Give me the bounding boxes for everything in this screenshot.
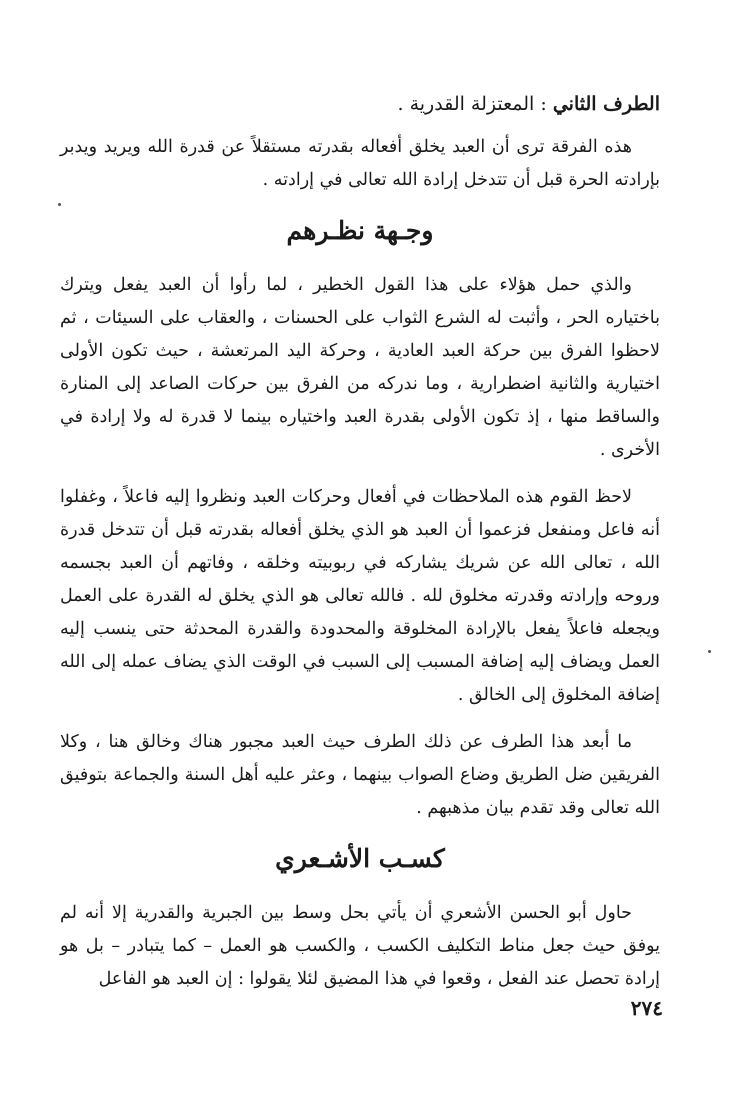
page-body: [60, 70, 660, 1010]
scan-speck: [58, 203, 61, 206]
paragraph-3: لاحظ القوم هذه الملاحظات في أفعال وحركات العبد ونظروا إليه فاعلاً ، وغفلوا أنه فاعل ومنفعل فزعموا أن العبد هو الذي يخلق أفعاله بقدرته قبل أن تتدخل قدرة الله ، تعالى الله عن شريك يشاركه في ربوبيته وخلقه ، وفاتهم أن العبد بجسمه وروحه وإرادته وقدرته مخلوق لله . فالله تعالى هو الذي يخلق له القدرة على العمل ويجعله فاعلاً يفعل بالإرادة المخلوقة والمحدودة والقدرة المحدثة حتى ينسب إليه العمل ويضاف إليه إضافة المسبب إلى السبب في الوقت الذي يضاف عمله إلى الله إضافة المخلوق إلى الخالق .: [60, 487, 660, 705]
paragraph-5: حاول أبو الحسن الأشعري أن يأتي بحل وسط بين الجبرية والقدرية إلا أنه لم يوفق حيث جعل مناط التكليف الكسب ، والكسب هو العمل – كما يتبادر – بل هو إرادة تحصل عند الفعل ، وقعوا في هذا المضيق لئلا يقولوا : إن العبد هو الفاعل: [60, 903, 660, 989]
scan-speck: [708, 650, 711, 653]
section-intro-title: [60, 89, 660, 119]
heading-their-view: وجـهة نظـرهم: [286, 216, 434, 245]
paragraph-2: والذي حمل هؤلاء على هذا القول الخطير ، لما رأوا أن العبد يفعل ويترك باختياره الحر ، وأثبت له الشرع الثواب على الحسنات ، والعقاب على السيئات ، ثم لاحظوا الفرق بين حركة العبد العادية ، وحركة اليد المرتعشة ، حيث تكون الأولى اختيارية والثانية اضطرارية ، وما ندركه من الفرق بين حركات الصاعد إلى المنارة والساقط منها ، إذ تكون الأولى بقدرة العبد واختياره بينما لا قدرة له ولا إرادة في الأخرى .: [60, 275, 660, 460]
section-label: الطرف الثاني: [552, 93, 660, 115]
paragraph-1: هذه الفرقة ترى أن العبد يخلق أفعاله بقدرته مستقلاً عن قدرة الله ويريد ويدبر بإرادته الحرة قبل أن تتدخل إرادة الله تعالى في إرادته .: [60, 137, 660, 190]
paragraph-4: ما أبعد هذا الطرف عن ذلك الطرف حيث العبد مجبور هناك وخالق هنا ، وكلا الفريقين ضل الطريق وضاع الصواب بينهما ، وعثر عليه أهل السنة والجماعة بتوفيق الله تعالى وقد تقدم بيان مذهبهم .: [60, 732, 660, 818]
section-label-rest: : المعتزلة القدرية .: [397, 93, 547, 115]
heading-ashari-acquisition: كسـب الأشـعري: [275, 844, 445, 873]
page-number: ٢٧٤: [630, 996, 663, 1020]
